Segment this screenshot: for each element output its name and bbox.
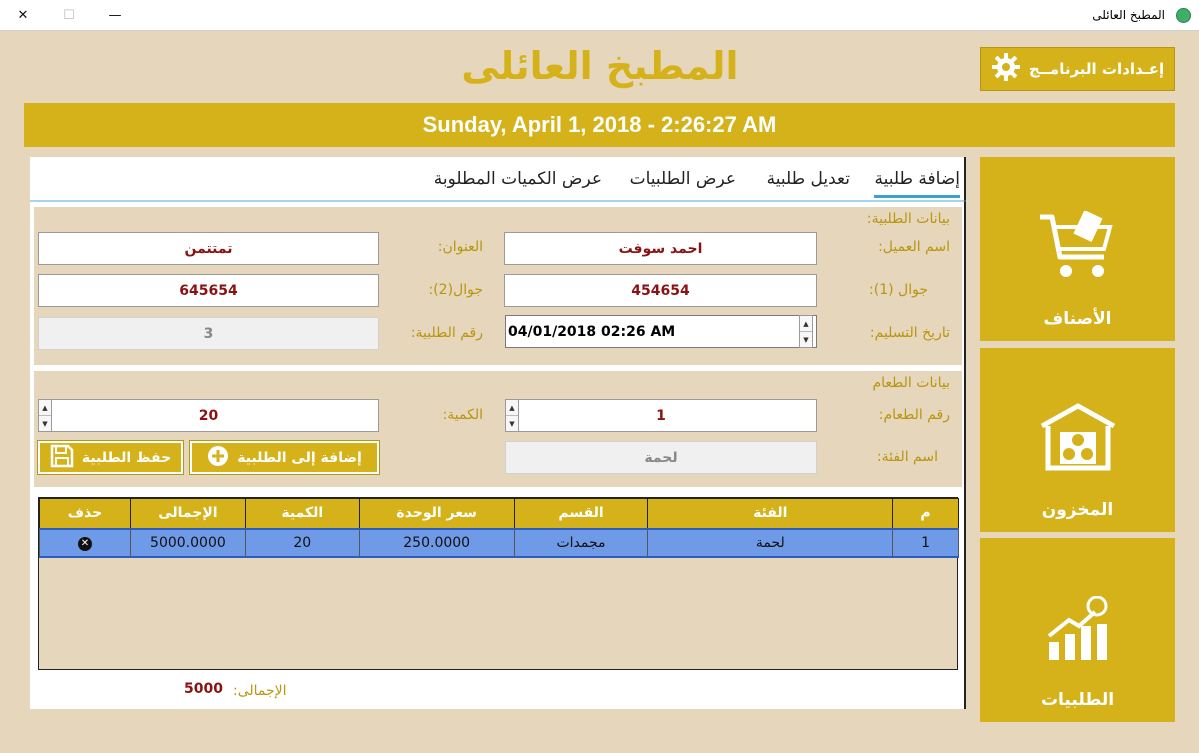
mobile1-field[interactable]: 454654 <box>504 274 817 307</box>
food-no-spinner[interactable] <box>505 399 519 432</box>
spin-down-icon: ▼ <box>803 335 809 344</box>
floppy-disk-icon <box>50 444 74 472</box>
cell-qty: 20 <box>245 529 359 557</box>
tab-view-orders[interactable]: عرض الطلبيات <box>629 169 736 189</box>
group-title: بيانات الطعام <box>872 375 950 391</box>
delivery-date-value: 04/01/2018 02:26 AM <box>508 323 676 340</box>
address-field[interactable]: تمتتمن <box>38 232 379 265</box>
growth-chart-icon <box>1043 596 1113 671</box>
qty-spinner[interactable] <box>38 399 52 432</box>
sidebar-item-inventory[interactable] <box>980 348 1175 532</box>
spin-down-icon: ▼ <box>509 419 515 428</box>
spin-up-icon: ▲ <box>39 400 51 416</box>
category-field: لحمة <box>505 441 817 474</box>
panel-border <box>964 157 966 709</box>
food-no-field[interactable]: 1 <box>505 399 817 432</box>
food-info-group <box>34 371 962 487</box>
close-window-button[interactable] <box>0 0 46 31</box>
sidebar-item-label: الطلبيات <box>1040 690 1115 710</box>
food-no-label: رقم الطعام: <box>878 407 950 423</box>
col-header-total[interactable]: الإجمالى <box>130 499 245 529</box>
col-header-delete[interactable]: حذف <box>40 499 131 529</box>
table-row[interactable] <box>40 529 959 557</box>
sidebar-item-label: الأصناف <box>1043 309 1112 329</box>
delivery-date-picker[interactable] <box>505 315 817 348</box>
save-order-button[interactable] <box>38 441 183 474</box>
cell-total: 5000.0000 <box>130 529 245 557</box>
qty-label: الكمية: <box>442 407 483 423</box>
window-title: المطبخ العائلى <box>1092 8 1165 22</box>
window-titlebar <box>0 0 1199 31</box>
address-label: العنوان: <box>437 239 483 255</box>
order-no-label: رقم الطلبية: <box>410 325 483 341</box>
order-info-group <box>34 207 962 365</box>
col-header-no[interactable]: م <box>893 499 959 529</box>
order-items-grid[interactable] <box>38 497 958 670</box>
tab-add-order[interactable]: إضافة طلبية <box>874 169 960 198</box>
minimize-window-button[interactable] <box>92 0 138 31</box>
gear-icon <box>991 52 1021 86</box>
col-header-unit-price[interactable]: سعر الوحدة <box>359 499 514 529</box>
sidebar-item-items[interactable] <box>980 157 1175 341</box>
mobile2-field[interactable]: 645654 <box>38 274 379 307</box>
warehouse-icon <box>1038 402 1118 477</box>
customer-field[interactable]: احمد سوفت <box>504 232 817 265</box>
total-label: الإجمالى: <box>233 683 287 699</box>
save-order-label: حفظ الطلبية <box>81 449 172 466</box>
mobile2-label: جوال(2): <box>428 282 483 298</box>
sidebar-item-label: المخزون <box>1041 500 1114 520</box>
qty-field[interactable]: 20 <box>38 399 379 432</box>
order-no-field: 3 <box>38 317 379 350</box>
maximize-icon: ☐ <box>63 8 75 23</box>
tab-underline <box>30 200 966 202</box>
minimize-icon: — <box>108 8 122 23</box>
plus-circle-icon <box>207 445 229 471</box>
delete-icon[interactable]: ✕ <box>78 537 92 551</box>
delivery-date-spinner[interactable] <box>799 315 813 348</box>
app-title: المطبخ العائلى <box>461 44 739 88</box>
group-title: بيانات الطلبية: <box>866 211 950 227</box>
cart-icon <box>1038 211 1118 286</box>
add-to-order-button[interactable] <box>190 441 379 474</box>
tab-view-quantities[interactable]: عرض الكميات المطلوبة <box>433 169 602 189</box>
cell-category: لحمة <box>648 529 893 557</box>
main-panel <box>30 157 966 709</box>
col-header-category[interactable]: الفئة <box>648 499 893 529</box>
cell-unit-price: 250.0000 <box>359 529 514 557</box>
date-banner: Sunday, April 1, 2018 - 2:26:27 AM <box>24 103 1175 147</box>
settings-button[interactable] <box>980 47 1175 91</box>
col-header-qty[interactable]: الكمية <box>245 499 359 529</box>
cell-delete[interactable] <box>40 529 131 557</box>
category-label: اسم الفئة: <box>876 449 938 465</box>
col-header-section[interactable]: القسم <box>514 499 648 529</box>
total-value: 5000 <box>184 681 223 697</box>
tab-edit-order[interactable]: تعديل طلبية <box>766 169 850 189</box>
sidebar-item-orders[interactable] <box>980 538 1175 722</box>
close-icon: ✕ <box>17 8 29 23</box>
delivery-date-label: تاريخ التسليم: <box>869 325 950 341</box>
cell-section: مجمدات <box>514 529 648 557</box>
customer-label: اسم العميل: <box>878 239 950 255</box>
app-icon <box>1176 8 1191 23</box>
spin-up-icon: ▲ <box>800 316 812 332</box>
spin-up-icon: ▲ <box>506 400 518 416</box>
add-to-order-label: إضافة إلى الطلبية <box>237 449 362 466</box>
tab-bar <box>30 157 966 202</box>
settings-button-label: إعـدادات البرنامــج <box>1028 60 1165 78</box>
cell-no: 1 <box>893 529 959 557</box>
maximize-window-button[interactable] <box>46 0 92 31</box>
mobile1-label: جوال (1): <box>869 282 928 298</box>
spin-down-icon: ▼ <box>42 419 48 428</box>
